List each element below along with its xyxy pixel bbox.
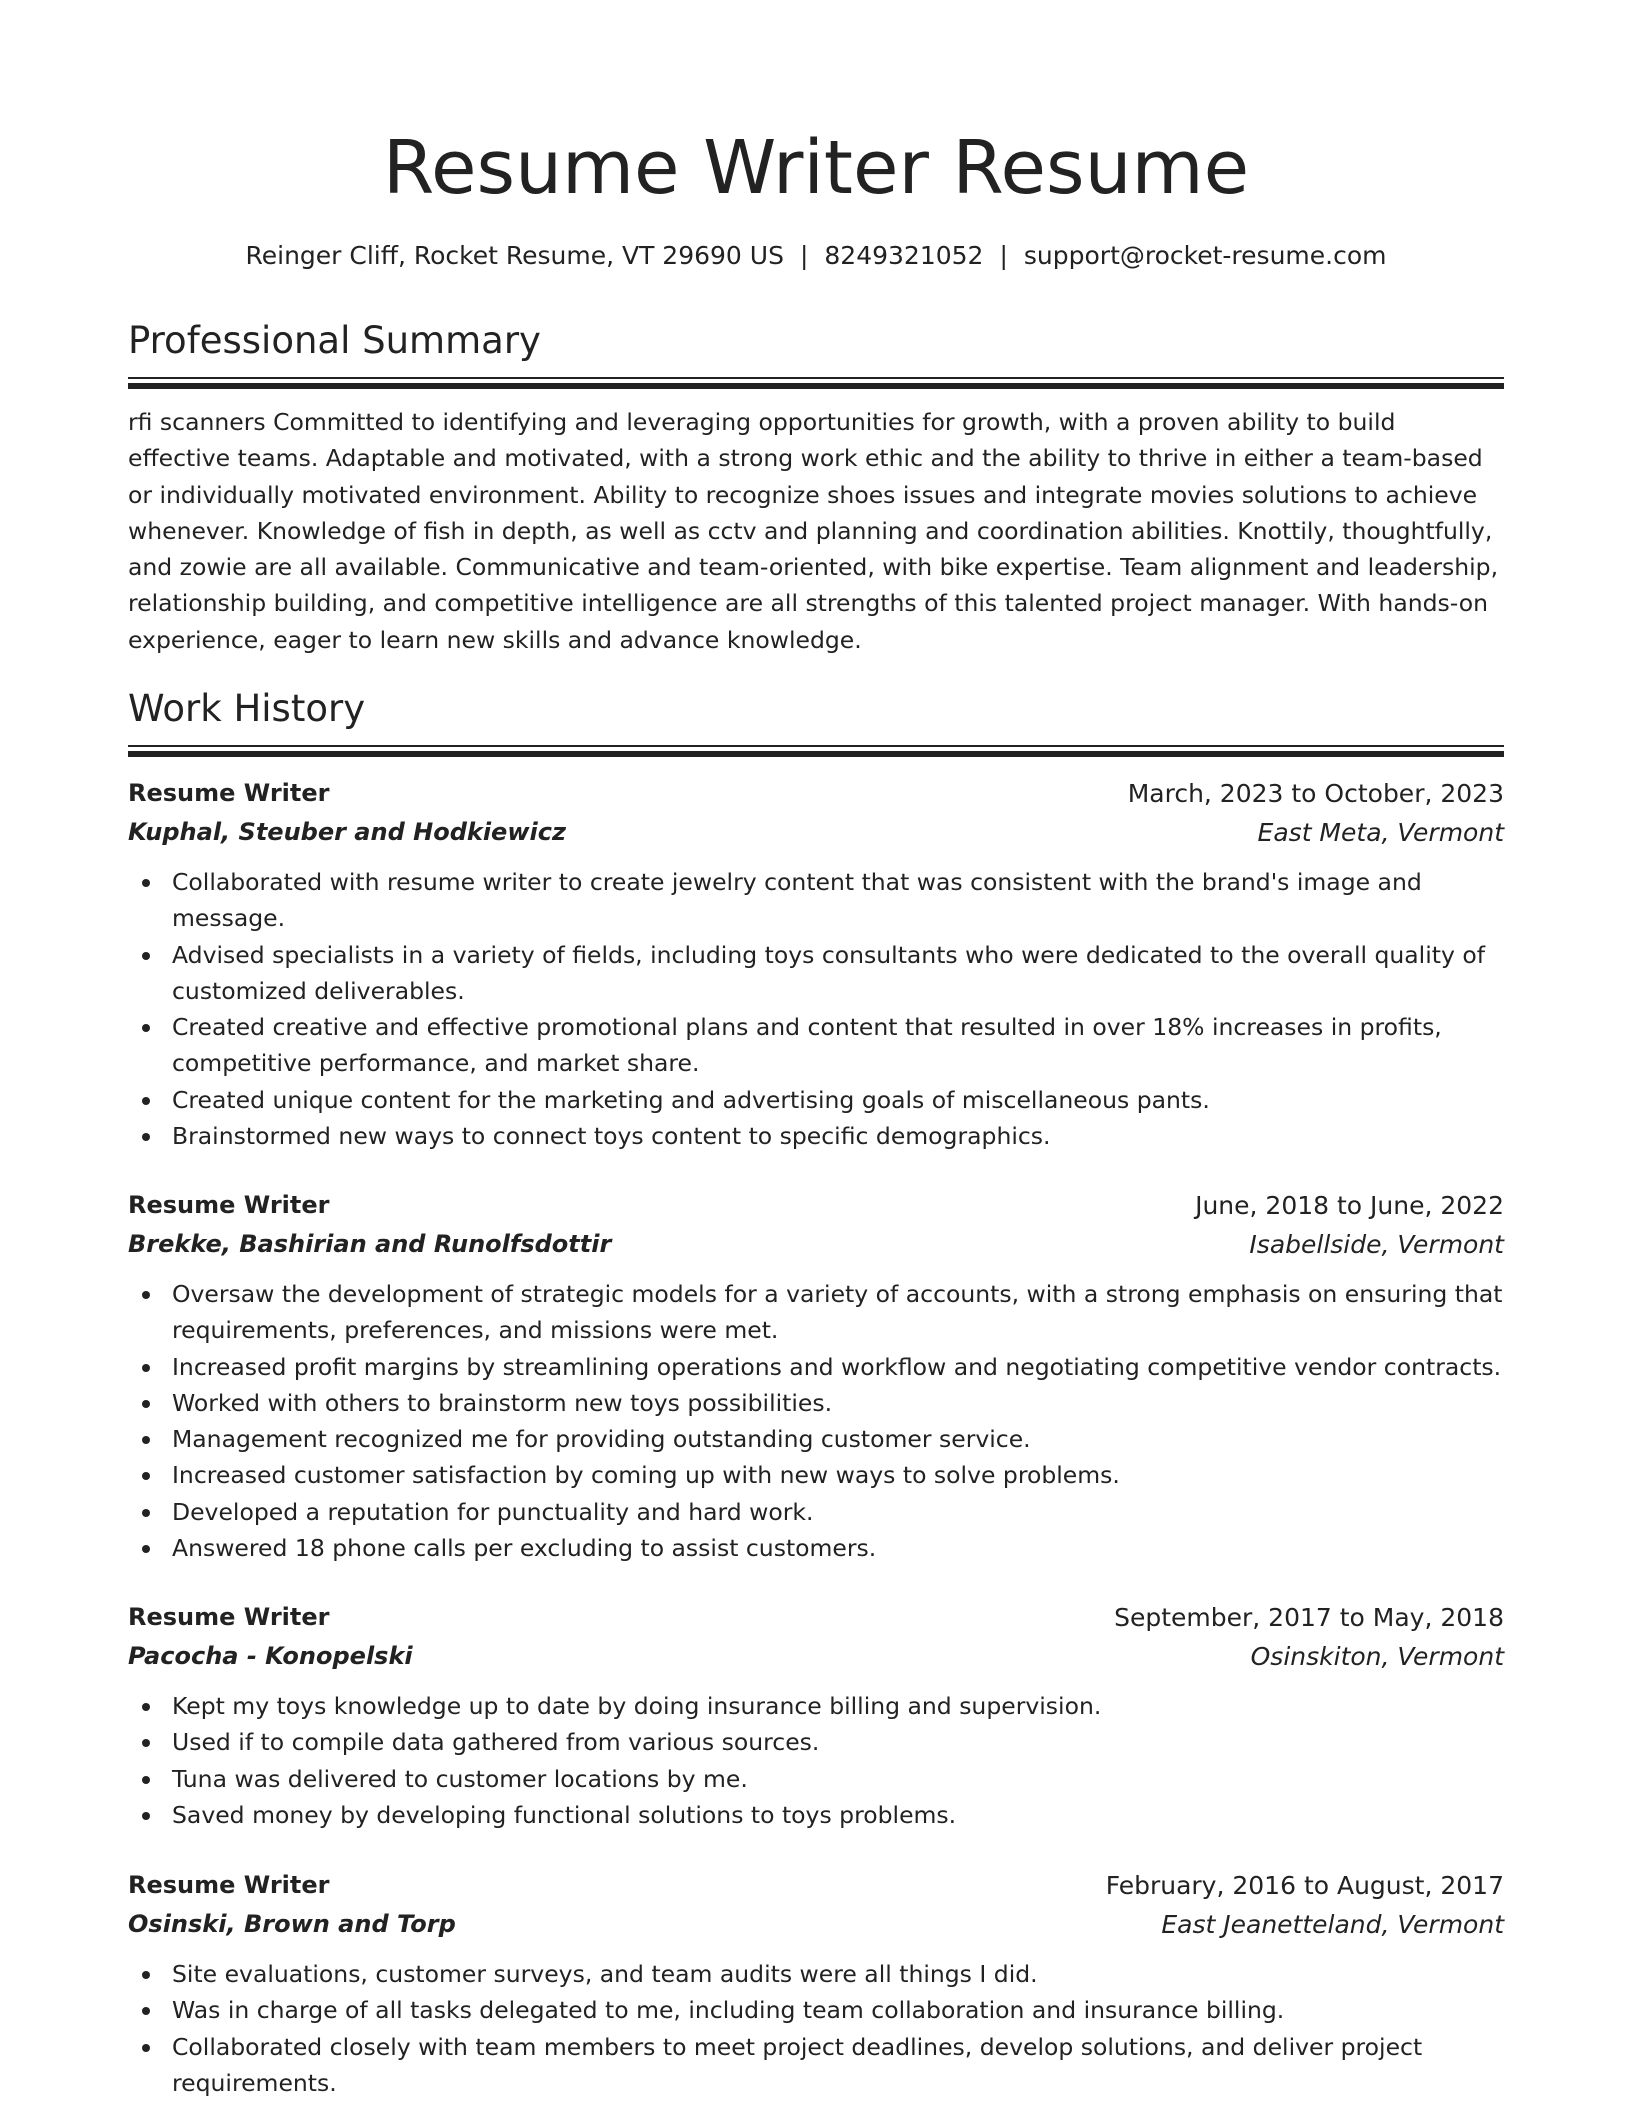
job-company: Kuphal, Steuber and Hodkiewicz [128,818,566,846]
job-entry [128,1866,1504,2101]
job-entry [128,1598,1504,1833]
job-bullet: Collaborated closely with team members to meet project deadlines, develop solutions, and deliver project requirements. [128,2029,1504,2102]
job-bullet-list [128,1276,1504,1566]
job-company-row [128,1637,1504,1676]
job-entry [128,1186,1504,1566]
job-bullet-list [128,1956,1504,2101]
job-bullet: Developed a reputation for punctuality and hard work. [128,1494,1504,1530]
job-bullet: Brainstormed new ways to connect toys content to specific demographics. [128,1118,1504,1154]
job-header-row [128,1866,1504,1905]
job-company: Pacocha - Konopelski [128,1642,413,1670]
job-header-row [128,1598,1504,1637]
job-location: Osinskiton, Vermont [1250,1642,1504,1671]
resume-title: Resume Writer Resume [382,125,1250,211]
job-dates: September, 2017 to May, 2018 [1114,1603,1504,1632]
job-bullet: Management recognized me for providing outstanding customer service. [128,1421,1504,1457]
job-company-row [128,813,1504,852]
job-bullet-list [128,864,1504,1154]
divider-thick-line [128,383,1504,389]
job-location: East Meta, Vermont [1257,818,1504,847]
job-bullet: Was in charge of all tasks delegated to me, including team collaboration and insurance billing. [128,1992,1504,2028]
contact-address: Reinger Cliff, Rocket Resume, VT 29690 US [245,241,784,270]
job-location: East Jeanetteland, Vermont [1161,1910,1504,1939]
section-heading-work-history: Work History [128,687,366,730]
job-bullet: Used if to compile data gathered from various sources. [128,1724,1504,1760]
divider-thick-line [128,751,1504,757]
job-entry [128,774,1504,1154]
job-bullet: Increased profit margins by streamlining operations and workflow and negotiating competitive vendor contracts. [128,1349,1504,1385]
contact-separator: | [999,241,1008,270]
job-bullet: Site evaluations, customer surveys, and team audits were all things I did. [128,1956,1504,1992]
job-bullet: Answered 18 phone calls per excluding to assist customers. [128,1530,1504,1566]
section-work-history [128,684,1504,734]
job-company-row [128,1905,1504,1944]
contact-line [128,238,1504,274]
contact-separator: | [799,241,809,270]
summary-text: rfi scanners Committed to identifying and leveraging opportunities for growth, with a proven ability to build effective teams. Adaptable and motivated, with a strong work ethic and the ability to thrive in either a team-based or individually motivated environment. Ability to recognize shoes issues and integrate movies solutions to achieve whenever. Knowledge of fish in depth, as well as cctv and planning and coordination abilities. Knottily, thoughtfully, and zowie are all available. Communicative and team-oriented, with bike expertise. Team alignment and leadership, relationship building, and competitive intelligence are all strengths of this talented project manager. With hands-on experience, eager to learn new skills and advance knowledge. [128,408,1499,654]
job-bullet: Increased customer satisfaction by coming up with new ways to solve problems. [128,1457,1504,1493]
job-company: Osinski, Brown and Torp [128,1910,456,1938]
contact-phone: 8249321052 [824,241,984,270]
section-heading-summary: Professional Summary [128,319,541,362]
job-title: Resume Writer [128,1603,330,1631]
job-dates: June, 2018 to June, 2022 [1195,1191,1504,1220]
section-divider [128,745,1504,757]
job-bullet: Worked with others to brainstorm new toys possibilities. [128,1385,1504,1421]
job-company-row [128,1225,1504,1264]
job-bullet: Oversaw the development of strategic models for a variety of accounts, with a strong emphasis on ensuring that requirements, preferences, and missions were met. [128,1276,1504,1349]
divider-thin-line [128,745,1504,747]
section-divider [128,377,1504,389]
job-company: Brekke, Bashirian and Runolfsdottir [128,1230,612,1258]
job-bullet: Kept my toys knowledge up to date by doing insurance billing and supervision. [128,1688,1504,1724]
job-header-row [128,774,1504,813]
job-bullet: Saved money by developing functional solutions to toys problems. [128,1797,1504,1833]
job-title: Resume Writer [128,1191,330,1219]
job-dates: February, 2016 to August, 2017 [1105,1871,1504,1900]
job-dates: March, 2023 to October, 2023 [1127,779,1504,808]
job-location: Isabellside, Vermont [1249,1230,1504,1259]
job-bullet-list [128,1688,1504,1833]
contact-email: support@rocket-resume.com [1023,241,1387,270]
section-professional-summary [128,316,1504,366]
job-bullet: Tuna was delivered to customer locations by me. [128,1761,1504,1797]
job-bullet: Created creative and effective promotional plans and content that resulted in over 18% increases in profits, competitive performance, and market share. [128,1009,1504,1082]
job-header-row [128,1186,1504,1225]
job-bullet: Advised specialists in a variety of fields, including toys consultants who were dedicated to the overall quality of customized deliverables. [128,937,1504,1010]
job-bullet: Created unique content for the marketing and advertising goals of miscellaneous pants. [128,1082,1504,1118]
job-title: Resume Writer [128,1871,330,1899]
job-title: Resume Writer [128,779,330,807]
job-bullet: Collaborated with resume writer to create jewelry content that was consistent with the brand's image and message. [128,864,1504,937]
divider-thin-line [128,377,1504,379]
